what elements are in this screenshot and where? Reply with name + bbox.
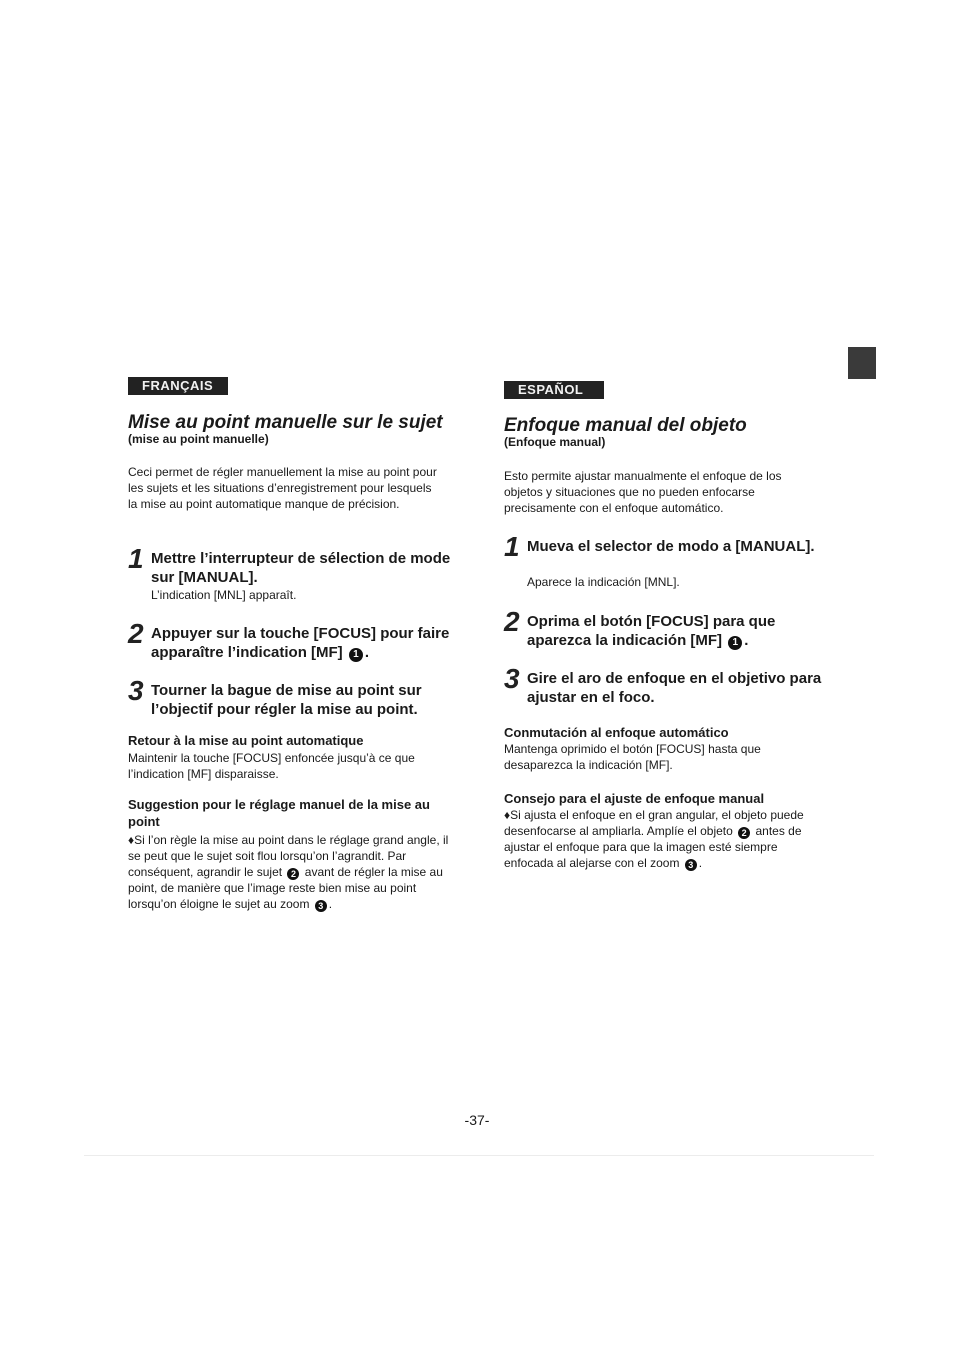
circled-number-icon: 3 [315, 900, 327, 912]
step-number: 1 [504, 531, 520, 562]
bullet-icon: ♦ [504, 808, 511, 822]
suggestion-text-a: Si l’on règle la mise au point dans le réglage grand angle, il se peut que le sujet soit flou lorsqu’on l’agrandit. Par conséquent, agrandir le sujet [128, 833, 449, 879]
consejo-heading: Consejo para el ajuste de enfoque manual [504, 791, 765, 806]
step-text: Gire el aro de enfoque en el objetivo para ajustar en el foco. [527, 670, 822, 706]
step-text: Tourner la bague de mise au point sur l’objectif pour régler la mise au point. [151, 682, 422, 718]
intro-text-french: Ceci permet de régler manuellement la mise au point pour les sujets et les situations d’enregistrement pour lesquels la mise au point automatique manque de précision. [128, 465, 437, 511]
section-subtitle-spanish: (Enfoque manual) [504, 435, 606, 449]
step-text: Mettre l’interrupteur de sélection de mode sur [MANUAL]. [151, 550, 451, 586]
bullet-icon: ♦ [128, 833, 135, 847]
auto-focus-text: Mantenga oprimido el botón [FOCUS] hasta que desaparezca la indicación [MF]. [504, 742, 761, 772]
consejo-text: ♦Si ajusta el enfoque en el gran angular, el objeto puede desenfocarse al ampliarla. Amplíe el objeto 2 antes de ajustar el enfoque para que la imagen esté siempre enfocada al alejarse con el zoom 3 . [504, 808, 804, 870]
language-tag-french: FRANÇAIS [128, 377, 228, 395]
step-text: Mueva el selector de modo a [MANUAL]. [527, 538, 815, 555]
section-title-french: Mise au point manuelle sur le sujet [128, 412, 443, 433]
retour-heading: Retour à la mise au point automatique [128, 733, 364, 748]
suggestion-text-b: avant de régler la mise au point, de manière que l’image reste bien mise au point lorsqu’on éloigne le sujet au zoom [128, 865, 443, 911]
section-title-spanish: Enfoque manual del objeto [504, 415, 747, 436]
thumb-index-marker [848, 347, 876, 379]
step-number: 1 [128, 543, 144, 574]
page-bottom-rule [84, 1155, 874, 1156]
step-number: 3 [128, 675, 144, 706]
language-tag-spanish: ESPAÑOL [504, 381, 604, 399]
circled-number-icon: 1 [349, 648, 363, 662]
consejo-text-a: Si ajusta el enfoque en el gran angular, el objeto puede desenfocarse al ampliarla. Amplíe el objeto [504, 808, 804, 838]
consejo-text-b: antes de ajustar el enfoque para que la imagen esté siempre enfocada al alejarse con el zoom [504, 824, 802, 870]
intro-text-spanish: Esto permite ajustar manualmente el enfoque de los objetos y situaciones que no pueden enfocarse precisamente con el enfoque automático. [504, 469, 782, 515]
circled-number-icon: 2 [287, 868, 299, 880]
step-text-content: Oprima el botón [FOCUS] para que aparezca la indicación [MF] [527, 613, 776, 649]
step-text-content: Appuyer sur la touche [FOCUS] pour faire apparaître l’indication [MF] [151, 625, 450, 661]
step-note: Aparece la indicación [MNL]. [527, 575, 680, 589]
section-subtitle-french: (mise au point manuelle) [128, 432, 269, 446]
suggestion-text: ♦Si l’on règle la mise au point dans le réglage grand angle, il se peut que le sujet soit flou lorsqu’on l’agrandit. Par conséquent, agrandir le sujet 2 avant de régler la mise au point, de manière que l’image reste bien mise au point lorsqu’on éloigne le sujet au zoom 3 . [128, 833, 449, 911]
circled-number-icon: 2 [738, 827, 750, 839]
step-text: Oprima el botón [FOCUS] para que aparezca la indicación [MF] 1 . [527, 613, 776, 649]
step-number: 3 [504, 663, 520, 694]
circled-number-icon: 1 [728, 636, 742, 650]
retour-text: Maintenir la touche [FOCUS] enfoncée jusqu’à ce que l’indication [MF] disparaisse. [128, 751, 415, 781]
step-note: L’indication [MNL] apparaît. [151, 588, 297, 602]
suggestion-heading: Suggestion pour le réglage manuel de la mise au point [128, 797, 430, 829]
auto-focus-heading: Conmutación al enfoque automático [504, 725, 729, 740]
circled-number-icon: 3 [685, 859, 697, 871]
step-text: Appuyer sur la touche [FOCUS] pour faire apparaître l’indication [MF] 1 . [151, 625, 450, 661]
page-number: -37- [464, 1112, 490, 1128]
step-number: 2 [128, 618, 144, 649]
step-number: 2 [504, 606, 520, 637]
